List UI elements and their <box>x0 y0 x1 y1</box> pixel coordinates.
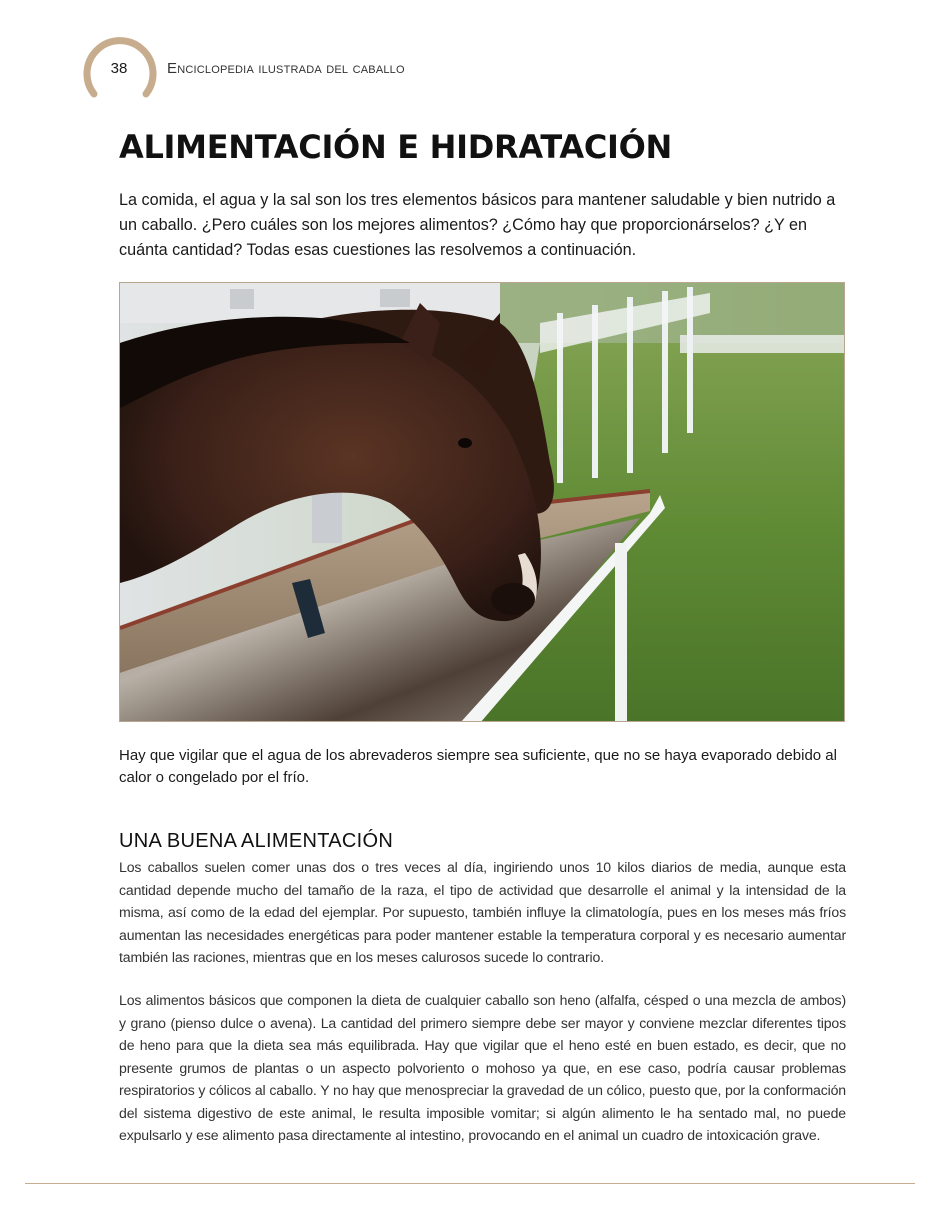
horse-drinking-photo <box>119 282 845 722</box>
footer-divider <box>25 1183 915 1184</box>
running-title: Enciclopedia ilustrada del caballo <box>167 60 405 77</box>
section-heading: UNA BUENA ALIMENTACIÓN <box>119 830 394 852</box>
page-title: ALIMENTACIÓN E HIDRATACIÓN <box>119 128 673 166</box>
body-paragraph: Los caballos suelen comer unas dos o tres veces al día, ingiriendo unos 10 kilos diarios de media, aunque esta cantidad depende mucho del tamaño de la raza, el tipo de actividad que desarrolle el animal y la intensidad de la misma, así como de la edad del ejemplar. Por supuesto, también influye la climatología, pues en los meses más fríos aumentan las necesidades energéticas para poder mantener estable la temperatura corporal y es necesario aumentar también las raciones, mientras que en los meses calurosos sucede lo contrario. <box>119 859 846 965</box>
page-number: 38 <box>110 60 128 77</box>
body-paragraph: Los alimentos básicos que componen la dieta de cualquier caballo son heno (alfalfa, césped o una mezcla de ambos) y grano (pienso dulce o avena). La cantidad del primero siempre debe ser mayor y conviene mezclar diferentes tipos de heno para que la dieta sea más equilibrada. Hay que vigilar que el heno esté en buen estado, es decir, que no presente grumos de plantas o un aspecto polvoriento o mohoso ya que, en ese caso, podría causar problemas respiratorios y cólicos al caballo. Y no hay que menospreciar la gravedad de un cólico, puesto que, por la conformación del sistema digestivo de este animal, le resulta imposible vomitar; si algún alimento le ha sentado mal, no puede expulsarlo y ese alimento pasa directamente al intestino, provocando en el animal un cuadro de intoxicación grave. <box>119 992 846 1143</box>
page-header <box>80 24 580 104</box>
photo-caption: Hay que vigilar que el agua de los abrevaderos siempre sea suficiente, que no se haya evaporado debido al calor o congelado por el frío. <box>119 747 837 786</box>
intro-paragraph: La comida, el agua y la sal son los tres elementos básicos para mantener saludable y bien nutrido a un caballo. ¿Pero cuáles son los mejores alimentos? ¿Cómo hay que proporcionárselos? ¿Y en cuánta cantidad? Todas esas cuestiones las resolvemos a continuación. <box>119 191 836 259</box>
